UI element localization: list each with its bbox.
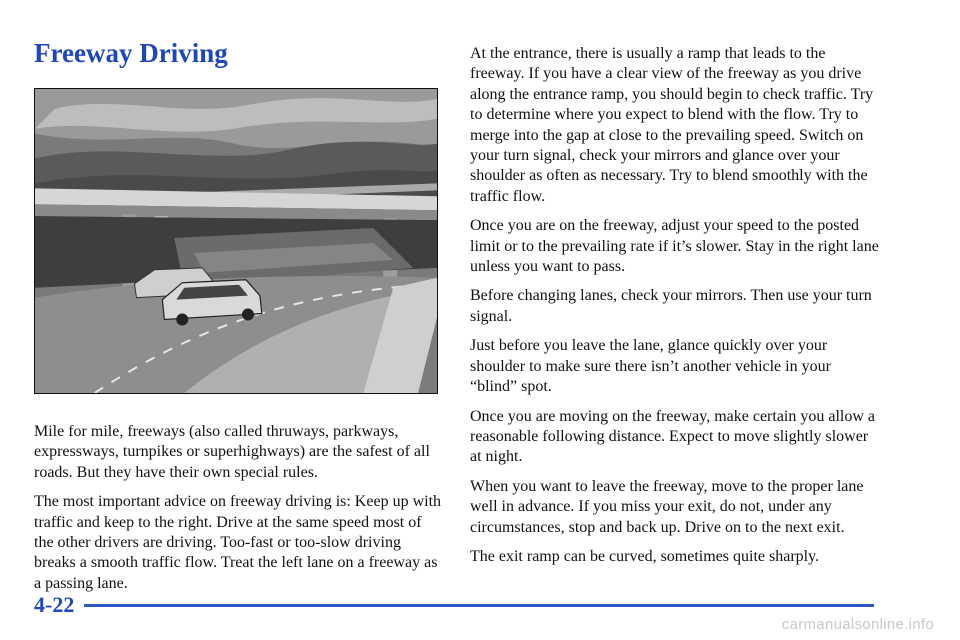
paragraph: The most important advice on freeway driving is: Keep up with traffic and keep to the right. Drive at the same speed most of the other drivers are driving. Too-fast or too-slow driving breaks a smooth traffic flow. Treat the left lane on a freeway as a passing lane. <box>34 493 442 592</box>
right-column <box>470 44 880 576</box>
paragraph: Once you are on the freeway, adjust your speed to the posted limit or to the prevailing rate if it’s slower. Stay in the right lane unless you want to pass. <box>470 217 879 276</box>
freeway-illustration <box>34 88 438 394</box>
footer-rule <box>84 604 874 607</box>
paragraph: At the entrance, there is usually a ramp that leads to the freeway. If you have a clear view of the freeway as you drive along the entrance ramp, you should begin to check traffic. Try to determine where you expect to blend with the flow. Try to merge into the gap at close to the prevailing speed. Switch on your turn signal, check your mirrors and glance over your shoulder as often as necessary. Try to blend smoothly with the traffic flow. <box>470 45 874 205</box>
freeway-overpass-image <box>35 89 437 393</box>
left-column <box>34 422 444 603</box>
page-number: 4-22 <box>34 592 75 617</box>
paragraph: Before changing lanes, check your mirrors. Then use your turn signal. <box>470 287 872 325</box>
paragraph: The exit ramp can be curved, sometimes quite sharply. <box>470 547 820 565</box>
page-title: Freeway Driving <box>34 38 228 68</box>
paragraph: When you want to leave the freeway, move to the proper lane well in advance. If you miss your exit, do not, under any circumstances, stop and back up. Drive on to the next exit. <box>470 477 864 536</box>
paragraph: Once you are moving on the freeway, make certain you allow a reasonable following distance. Expect to move slightly slower at night. <box>470 407 876 466</box>
watermark: carmanualsonline.info <box>781 616 934 633</box>
paragraph: Just before you leave the lane, glance quickly over your shoulder to make sure there isn’t another vehicle in your “blind” spot. <box>470 337 831 396</box>
paragraph: Mile for mile, freeways (also called thruways, parkways, expressways, turnpikes or superhighways) are the safest of all roads. But they have their own special rules. <box>34 423 430 481</box>
